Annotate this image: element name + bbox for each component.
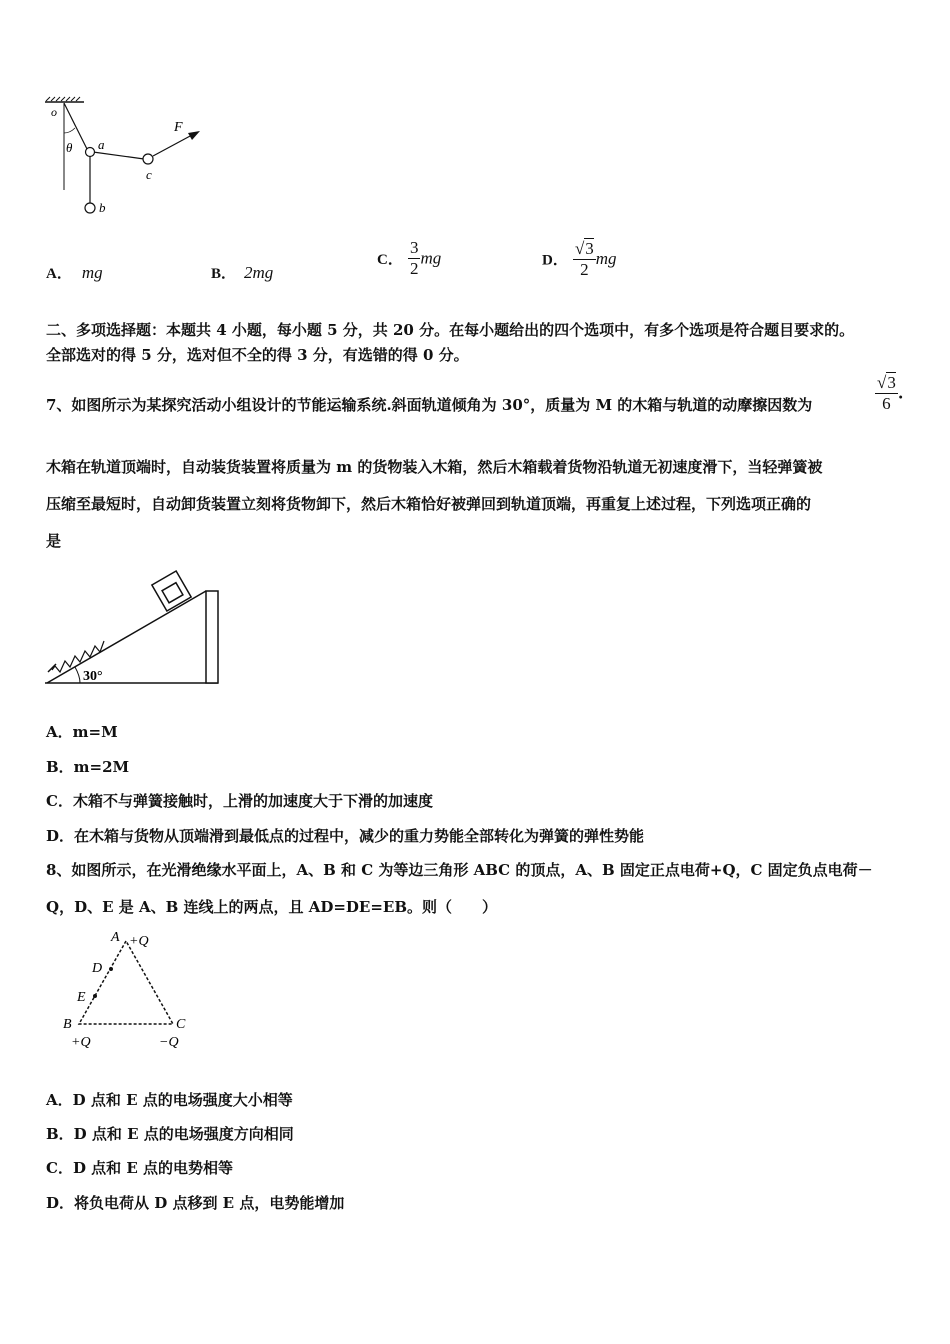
q6-option-a[interactable] [46,262,103,283]
label-theta: θ [66,140,73,155]
theta-arc [64,128,75,133]
ball-c [143,154,153,164]
label-minus-q-c: −Q [159,1035,179,1050]
pendulum-figure [40,95,220,225]
ball-a [86,148,95,157]
q7-line4: 是 [46,532,62,550]
label-d: D [92,961,103,976]
string-ac [93,152,144,159]
denominator: 6 [882,394,891,413]
q8-option-c[interactable]: C．D 点和 E 点的电势相等 [46,1159,234,1177]
option-tail: mg [595,249,617,268]
denominator: 2 [409,259,419,278]
incline-figure [40,560,230,690]
triangle-abc [79,941,173,1024]
option-letter: D． [542,252,568,269]
point-d [109,967,113,971]
q8-option-b[interactable]: B．D 点和 E 点的电场强度方向相同 [46,1125,294,1143]
q7-option-d[interactable]: D．在木箱与货物从顶端滑到最低点的过程中，减少的重力势能全部转化为弹簧的弹性势能 [46,827,645,845]
radicand: 3 [585,239,594,258]
radicand: 3 [887,373,896,392]
q7-line1 [46,395,812,415]
ceiling-hatch [45,97,84,102]
section2-line1: 二、多项选择题：本题共 4 小题，每小题 5 分，共 20 分。在每小题给出的四个选项中，有多个选项是符合题目要求的。 [46,321,855,339]
label-b: B [63,1017,72,1032]
label-a: A [111,930,120,945]
label-c: C [176,1017,186,1032]
box-with-cargo [152,571,191,611]
label-e: E [77,990,86,1005]
option-expr: mg [81,263,103,282]
numerator [875,372,898,394]
q8-option-d[interactable]: D．将负电荷从 D 点移到 E 点，电势能增加 [46,1194,345,1212]
angle-arc [75,667,80,683]
label-b: b [99,200,106,215]
option-letter: A． [46,266,72,282]
label-c: c [146,167,152,182]
q7-option-a[interactable]: A．m=M [46,723,118,741]
option-letter: C． [377,252,403,268]
label-f: F [174,120,183,135]
label-plus-q-b: +Q [71,1035,91,1050]
fraction-3-over-2 [408,238,421,279]
q7-option-b[interactable]: B．m=2M [46,758,130,776]
option-expr: 2mg [244,263,274,282]
q8-line2: Q，D、E 是 A、B 连线上的两点，且 AD=DE=EB。则（ ） [46,898,498,916]
q7-line3: 压缩至最短时，自动卸货装置立刻将货物卸下，然后木箱恰好被弹回到轨道顶端，再重复上述过程，下列选项正确的 [46,495,812,513]
q7-option-c[interactable]: C．木箱不与弹簧接触时，上滑的加速度大于下滑的加速度 [46,792,433,810]
q7-line1-text: 7、如图所示为某探究活动小组设计的节能运输系统.斜面轨道倾角为 30°，质量为 M 的木箱与轨道的动摩擦因数为 [46,396,813,414]
numerator [573,238,596,260]
q7-line2: 木箱在轨道顶端时，自动装货装置将质量为 m 的货物装入木箱，然后木箱载着货物沿轨道无初速度滑下，当轻弹簧被 [46,458,823,476]
label-plus-q-a: +Q [129,934,149,949]
q6-option-d[interactable] [542,238,617,280]
option-letter: B． [211,266,237,282]
triangle-figure [55,925,205,1055]
spring-base [48,664,56,672]
force-f-arrowhead [188,131,200,140]
ball-b [85,203,95,213]
incline-surface [47,591,206,683]
q8-line1: 8、如图所示，在光滑绝缘水平面上，A、B 和 C 为等边三角形 ABC 的顶点，A、B 固定正点电荷+Q，C 固定负点电荷－ [46,861,873,879]
incline-wall [206,591,218,683]
q8-option-a[interactable]: A．D 点和 E 点的电场强度大小相等 [46,1091,293,1109]
denominator: 2 [580,260,589,279]
sqrt-sign: √ [877,373,887,392]
fraction-root3-over-2 [573,238,596,280]
q6-option-c[interactable] [377,238,441,279]
section2-line2: 全部选对的得 5 分，选对但不全的得 3 分，有选错的得 0 分。 [46,346,469,364]
point-e [93,994,97,998]
fraction-root3-over-6 [875,372,898,414]
angle-label: 30° [83,669,103,684]
sqrt-sign: √ [574,239,585,258]
spring [52,641,104,672]
q7-friction-fraction [875,372,903,414]
label-o: o [51,105,57,119]
numerator: 3 [409,238,419,257]
force-f-line [153,135,192,156]
option-tail: mg [420,248,442,268]
label-a: a [98,137,105,152]
period: . [897,383,904,403]
q6-option-b[interactable] [211,262,273,283]
